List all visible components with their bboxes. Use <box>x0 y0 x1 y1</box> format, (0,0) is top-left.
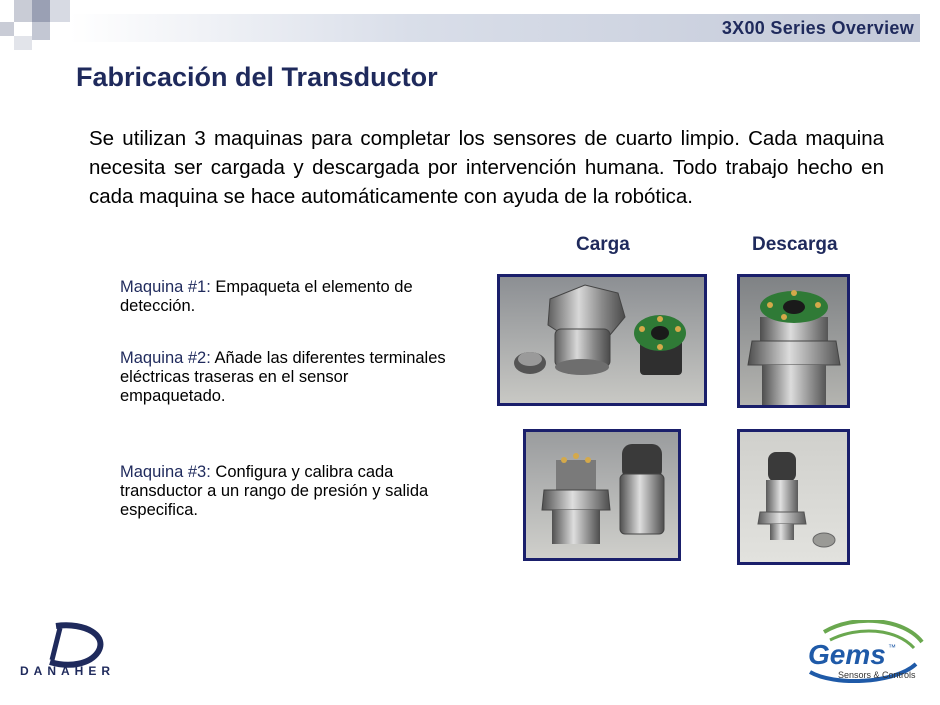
gems-wordmark: Gems <box>808 639 886 670</box>
gems-logo <box>804 620 928 691</box>
photo-load-machine-1 <box>497 274 707 406</box>
machine-1-label: Maquina #1: <box>120 278 211 296</box>
photo-load-machine-3 <box>523 429 681 561</box>
gems-tagline: Sensors & Controls <box>838 670 916 680</box>
machine-1-description <box>120 278 450 316</box>
machine-3-label: Maquina #3: <box>120 463 211 481</box>
series-label: 3X00 Series Overview <box>721 18 914 38</box>
machine-1-text: Empaqueta el elemento de detección. <box>120 278 413 315</box>
photo-unload-machine-3 <box>737 429 850 565</box>
danaher-wordmark: DANAHER <box>20 664 115 678</box>
machine-2-label: Maquina #2: <box>120 349 211 367</box>
machine-2-description <box>120 349 450 406</box>
machine-3-text: Configura y calibra cada transductor a un rango de presión y salida especifica. <box>120 463 429 519</box>
page-title: Fabricación del Transductor <box>76 62 438 92</box>
column-header-load: Carga <box>576 234 630 255</box>
corner-decoration <box>0 0 72 50</box>
column-header-unload: Descarga <box>752 234 838 255</box>
gems-trademark: ™ <box>888 643 896 652</box>
intro-paragraph: Se utilizan 3 maquinas para completar los sensores de cuarto limpio. Cada maquina necesita ser cargada y descargada por intervención humana. Todo trabajo hecho en cada maquina se hace automáticamente con ayuda de la robótica. <box>89 127 884 208</box>
machine-3-description <box>120 463 450 520</box>
photo-unload-machine-1 <box>737 274 850 408</box>
machine-2-text: Añade las diferentes terminales eléctricas traseras en el sensor empaquetado. <box>120 349 446 405</box>
danaher-logo <box>16 622 136 683</box>
